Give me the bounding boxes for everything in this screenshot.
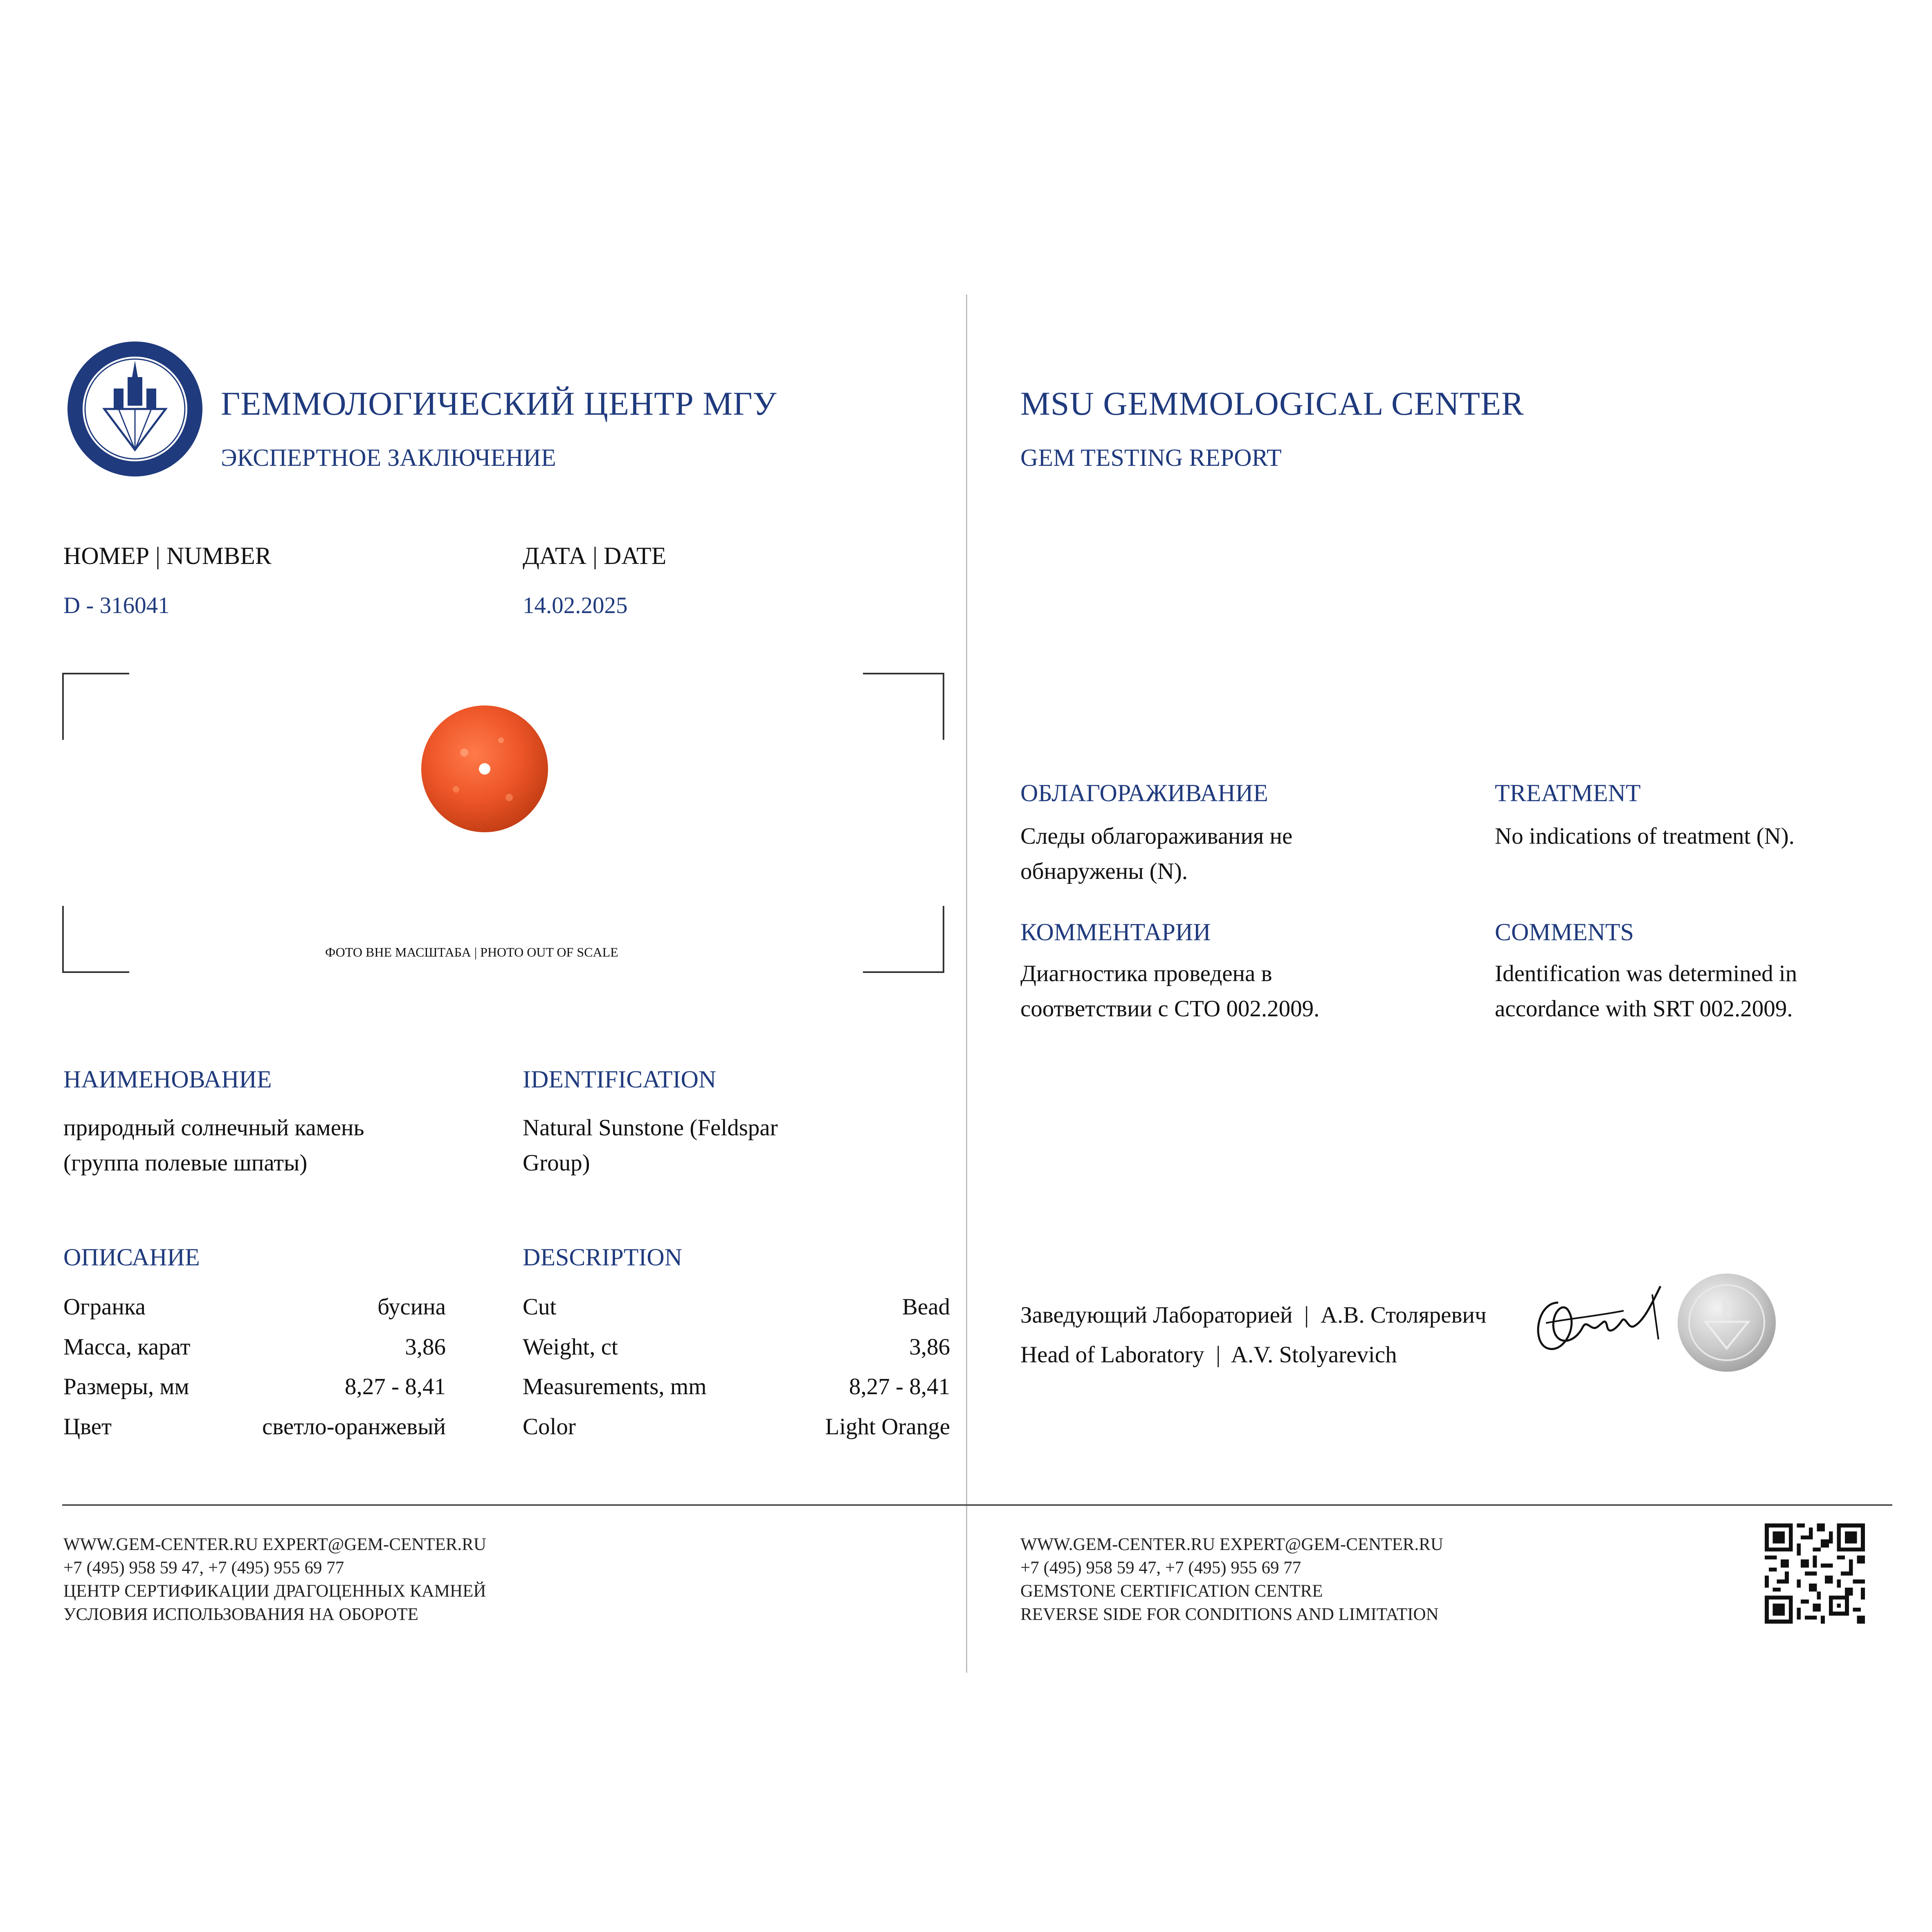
photo-frame-corner xyxy=(62,673,129,740)
ident-text-en-line: Natural Sunstone (Feldspar xyxy=(523,1115,778,1141)
comments-heading-ru: КОММЕНТАРИИ xyxy=(1020,919,1211,946)
name-text-ru-line: (группа полевые шпаты) xyxy=(63,1150,308,1176)
desc-row-en xyxy=(523,1330,950,1363)
desc-value: Light Orange xyxy=(825,1413,950,1440)
sign-name-en: A.V. Stolyarevich xyxy=(1231,1342,1397,1368)
desc-value: 3,86 xyxy=(909,1334,950,1360)
footer-line: WWW.GEM-CENTER.RU EXPERT@GEM-CENTER.RU xyxy=(63,1535,486,1554)
name-text-ru xyxy=(63,1110,364,1181)
report-title-ru: ЭКСПЕРТНОЕ ЗАКЛЮЧЕНИЕ xyxy=(221,444,556,471)
name-text-ru-line: природный солнечный камень xyxy=(63,1115,364,1141)
number-value: D - 316041 xyxy=(63,593,170,618)
desc-label: Weight, ct xyxy=(523,1334,618,1360)
desc-label: Цвет xyxy=(63,1413,112,1440)
footer-line: WWW.GEM-CENTER.RU EXPERT@GEM-CENTER.RU xyxy=(1020,1535,1443,1554)
qr-code-icon[interactable] xyxy=(1765,1523,1865,1624)
msu-logo-icon xyxy=(65,339,204,479)
ident-text-en xyxy=(523,1110,778,1181)
photo-frame-corner xyxy=(62,906,129,973)
desc-label: Measurements, mm xyxy=(523,1373,707,1400)
footer-line: GEMSTONE CERTIFICATION CENTRE xyxy=(1020,1582,1323,1601)
signature-icon xyxy=(1530,1278,1669,1364)
treatment-text-ru xyxy=(1020,819,1292,889)
report-title-en: GEM TESTING REPORT xyxy=(1020,444,1282,471)
desc-row-en xyxy=(523,1290,950,1323)
desc-row-en xyxy=(523,1410,950,1443)
desc-value: бусина xyxy=(377,1294,446,1320)
comments-heading-en: COMMENTS xyxy=(1495,919,1634,946)
org-title-en: MSU GEMMOLOGICAL CENTER xyxy=(1020,385,1524,422)
name-heading-ru: НАИМЕНОВАНИЕ xyxy=(63,1066,272,1093)
signature-en xyxy=(1020,1341,1397,1368)
desc-value: Bead xyxy=(902,1294,950,1320)
date-value: 14.02.2025 xyxy=(523,593,628,618)
desc-value: 8,27 - 8,41 xyxy=(849,1373,950,1400)
footer-line: +7 (495) 958 59 47, +7 (495) 955 69 77 xyxy=(1020,1558,1301,1577)
comments-text-ru xyxy=(1020,956,1319,1027)
comments-text-en-line: accordance with SRT 002.2009. xyxy=(1495,996,1793,1022)
treatment-text-ru-line: обнаружены (N). xyxy=(1020,858,1188,884)
ident-text-en-line: Group) xyxy=(523,1150,590,1176)
footer-line: УСЛОВИЯ ИСПОЛЬЗОВАНИЯ НА ОБОРОТЕ xyxy=(63,1605,418,1624)
desc-label: Огранка xyxy=(63,1294,146,1320)
desc-heading-ru: ОПИСАНИЕ xyxy=(63,1244,200,1271)
date-label: ДАТА | DATE xyxy=(523,542,667,569)
ident-heading-en: IDENTIFICATION xyxy=(523,1066,717,1093)
treatment-heading-ru: ОБЛАГОРАЖИВАНИЕ xyxy=(1020,780,1268,806)
photo-frame-corner xyxy=(863,906,944,973)
footer-right xyxy=(1020,1533,1443,1626)
sign-name-ru: А.В. Столяревич xyxy=(1320,1302,1487,1328)
sign-separator: | xyxy=(1298,1302,1315,1328)
number-label: НОМЕР | NUMBER xyxy=(63,542,272,569)
footer-line: REVERSE SIDE FOR CONDITIONS AND LIMITATION xyxy=(1020,1605,1439,1624)
desc-label: Масса, карат xyxy=(63,1334,191,1360)
footer-rule xyxy=(62,1504,1892,1506)
desc-row-ru xyxy=(63,1290,446,1323)
sign-separator: | xyxy=(1210,1342,1227,1368)
signature-ru xyxy=(1020,1302,1487,1328)
desc-heading-en: DESCRIPTION xyxy=(523,1244,683,1271)
sign-role-en: Head of Laboratory xyxy=(1020,1342,1204,1368)
desc-label: Color xyxy=(523,1413,576,1440)
comments-text-ru-line: соответствии с СТО 002.2009. xyxy=(1020,996,1320,1022)
treatment-text-ru-line: Следы облагораживания не xyxy=(1020,823,1293,849)
treatment-heading-en: TREATMENT xyxy=(1495,780,1641,806)
sign-role-ru: Заведующий Лабораторией xyxy=(1020,1302,1293,1328)
comments-text-en xyxy=(1495,956,1797,1027)
photo-frame-corner xyxy=(863,673,944,740)
photo-caption: ФОТО ВНЕ МАСШТАБА | PHOTO OUT OF SCALE xyxy=(325,945,618,959)
footer-line: +7 (495) 958 59 47, +7 (495) 955 69 77 xyxy=(63,1558,344,1577)
desc-label: Размеры, мм xyxy=(63,1373,189,1400)
org-title-ru: ГЕММОЛОГИЧЕСКИЙ ЦЕНТР МГУ xyxy=(221,385,777,422)
desc-row-en xyxy=(523,1370,950,1403)
desc-row-ru xyxy=(63,1330,446,1363)
desc-row-ru xyxy=(63,1410,446,1443)
desc-value: 3,86 xyxy=(405,1334,446,1360)
hologram-seal-icon xyxy=(1677,1273,1777,1373)
footer-line: ЦЕНТР СЕРТИФИКАЦИИ ДРАГОЦЕННЫХ КАМНЕЙ xyxy=(63,1582,486,1601)
desc-label: Cut xyxy=(523,1294,557,1320)
gemstone-photo xyxy=(419,703,550,834)
footer-left xyxy=(63,1533,486,1626)
treatment-text-en: No indications of treatment (N). xyxy=(1495,823,1795,849)
desc-value: светло-оранжевый xyxy=(262,1413,446,1440)
comments-text-en-line: Identification was determined in xyxy=(1495,961,1797,986)
desc-row-ru xyxy=(63,1370,446,1403)
comments-text-ru-line: Диагностика проведена в xyxy=(1020,961,1272,986)
desc-value: 8,27 - 8,41 xyxy=(345,1373,446,1400)
page-divider xyxy=(966,294,967,1673)
